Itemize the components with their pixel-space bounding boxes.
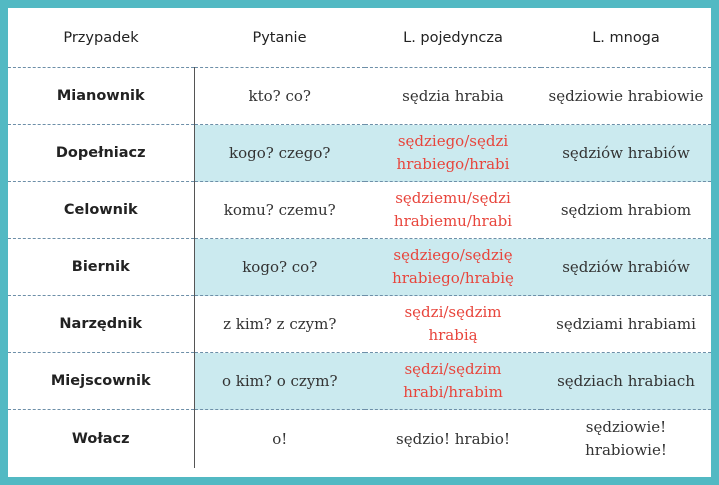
- singular-form-line: hrabiemu/hrabi: [393, 212, 513, 230]
- plural-form-line: sędziów hrabiów: [562, 143, 690, 162]
- header-question: Pytanie: [194, 8, 365, 68]
- case-name-cell: Dopełniacz: [8, 125, 194, 182]
- plural-form-cell: [541, 239, 711, 296]
- case-name-cell: Celownik: [8, 182, 194, 239]
- plural-form-line: sędziom hrabiom: [560, 200, 692, 219]
- singular-form-line: sędzio! hrabio!: [396, 429, 510, 448]
- singular-form-cell: [365, 125, 541, 182]
- singular-form-cell: [365, 68, 541, 125]
- table-row: [8, 296, 711, 353]
- question-cell: kto? co?: [194, 68, 365, 125]
- case-name-cell: Wołacz: [8, 410, 194, 469]
- header-singular: L. pojedyncza: [365, 8, 541, 68]
- header-plural: L. mnoga: [541, 8, 711, 68]
- singular-form-line: hrabiego/hrabię: [392, 269, 514, 287]
- singular-form-line: sędziego/sędzi: [397, 132, 509, 150]
- table-row: [8, 410, 711, 469]
- table-row: [8, 68, 711, 125]
- plural-form-cell: [541, 68, 711, 125]
- singular-form-cell: [365, 239, 541, 296]
- singular-form-cell: [365, 353, 541, 410]
- header-case: Przypadek: [8, 8, 194, 68]
- question-cell: z kim? z czym?: [194, 296, 365, 353]
- singular-form-line: sędzi/sędzim: [404, 360, 502, 378]
- header-row: [8, 8, 711, 68]
- plural-form-cell: [541, 353, 711, 410]
- declension-table: [8, 8, 711, 468]
- singular-form-cell: [365, 410, 541, 469]
- table-row: [8, 125, 711, 182]
- plural-form-line: sędziami hrabiami: [556, 314, 696, 333]
- question-cell: kogo? czego?: [194, 125, 365, 182]
- table-row: [8, 182, 711, 239]
- plural-form-cell: [541, 296, 711, 353]
- plural-form-line: hrabiowie!: [585, 441, 667, 459]
- case-name-cell: Narzędnik: [8, 296, 194, 353]
- singular-form-cell: [365, 296, 541, 353]
- singular-form-line: hrabi/hrabim: [403, 383, 503, 401]
- table-row: [8, 353, 711, 410]
- singular-form-cell: [365, 182, 541, 239]
- table-row: [8, 239, 711, 296]
- plural-form-line: sędziach hrabiach: [557, 371, 695, 390]
- singular-form-line: hrabią: [428, 326, 478, 344]
- case-name-cell: Mianownik: [8, 68, 194, 125]
- singular-form-line: sędziemu/sędzi: [395, 189, 511, 207]
- declension-table-panel: [8, 8, 711, 477]
- plural-form-line: sędziowie!: [585, 418, 667, 436]
- question-cell: o!: [272, 429, 288, 448]
- question-cell: kogo? co?: [194, 239, 365, 296]
- singular-form-line: hrabiego/hrabi: [396, 155, 510, 173]
- case-name-cell: Biernik: [8, 239, 194, 296]
- case-name-cell: Miejscownik: [8, 353, 194, 410]
- singular-form-line: sędzi/sędzim: [404, 303, 502, 321]
- plural-form-line: sędziowie hrabiowie: [548, 86, 704, 105]
- question-cell: o kim? o czym?: [194, 353, 365, 410]
- plural-form-cell: [541, 125, 711, 182]
- plural-form-line: sędziów hrabiów: [562, 257, 690, 276]
- table-body: [8, 68, 711, 469]
- plural-form-cell: [541, 182, 711, 239]
- question-cell: komu? czemu?: [194, 182, 365, 239]
- singular-form-line: sędziego/sędzię: [393, 246, 513, 264]
- singular-form-line: sędzia hrabia: [402, 86, 504, 105]
- plural-form-cell: [541, 410, 711, 469]
